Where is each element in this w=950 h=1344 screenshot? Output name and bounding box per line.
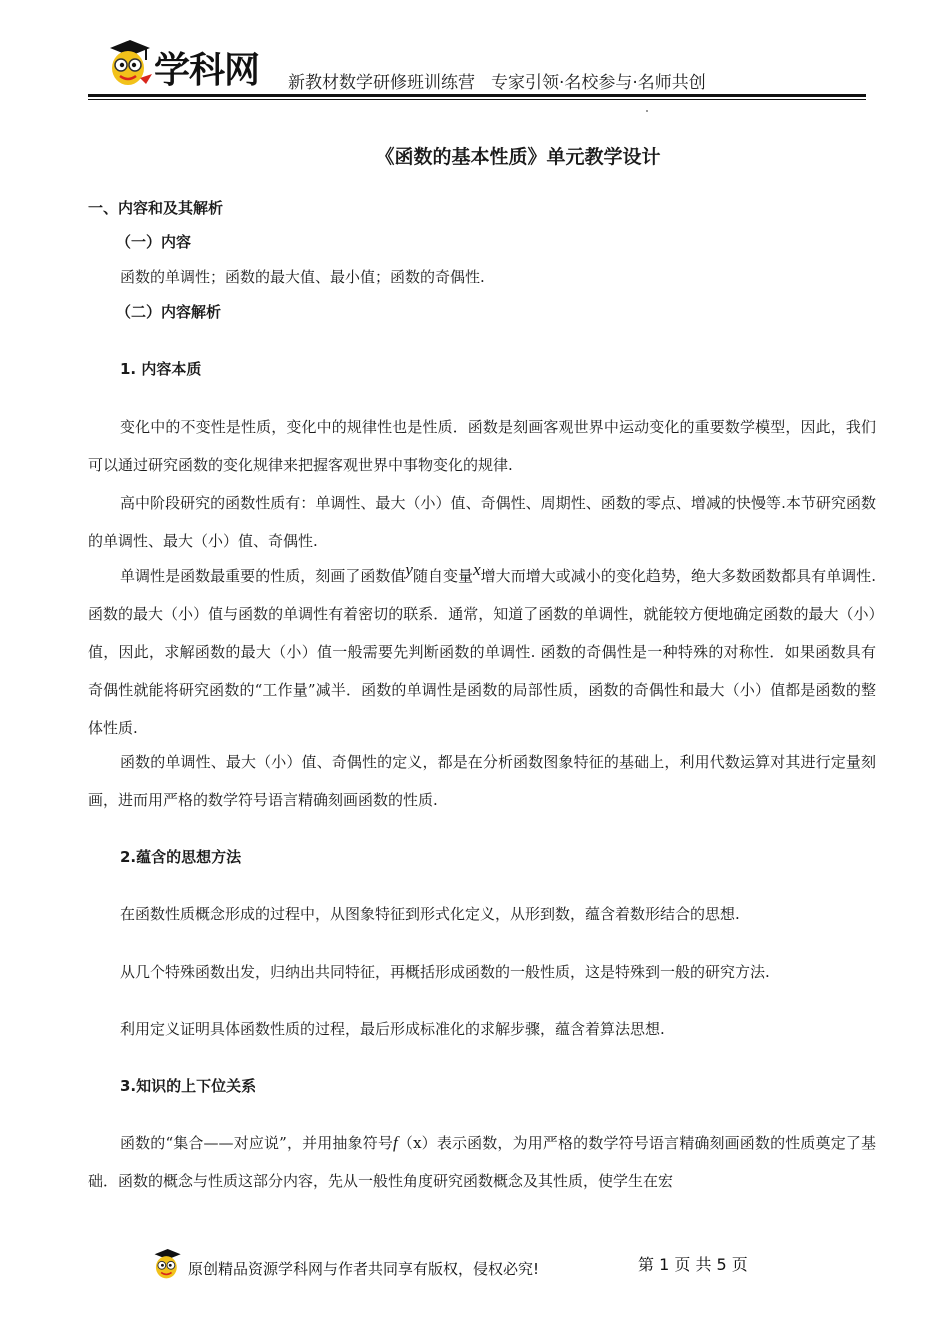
heading-thought-method: 2.蕴含的思想方法 bbox=[120, 848, 242, 866]
thought-text-1: 在函数性质概念形成的过程中，从图象特征到形式化定义，从形到数，蕴含着数形结合的思想. bbox=[120, 905, 740, 923]
footer-copyright: 原创精品资源学科网与作者共同享有版权，侵权必究! bbox=[188, 1260, 540, 1278]
header-rule-thin bbox=[88, 99, 866, 100]
slogan-right: 专家引领·名校参与·名师共创 bbox=[491, 73, 706, 93]
heading-content: （一）内容 bbox=[116, 233, 192, 251]
paragraph-5 bbox=[88, 1124, 876, 1200]
math-paren-x: （x） bbox=[397, 1134, 437, 1152]
document-title: 《函数的基本性质》单元教学设计 bbox=[375, 146, 661, 168]
brand-name: 学科网 bbox=[154, 50, 260, 91]
heading-section-1: 一、内容和及其解析 bbox=[88, 199, 224, 217]
paragraph-3 bbox=[88, 557, 876, 747]
thought-text-3: 利用定义证明具体函数性质的过程，最后形成标准化的求解步骤，蕴含着算法思想. bbox=[120, 1020, 665, 1038]
paragraph-4: 函数的单调性、最大（小）值、奇偶性的定义，都是在分析函数图象特征的基础上，利用代数运算对其进行定量刻画，进而用严格的数学符号语言精确刻画函数的性质. bbox=[88, 753, 876, 809]
math-x: x bbox=[473, 560, 481, 579]
stray-dot bbox=[646, 110, 648, 112]
thought-text-2: 从几个特殊函数出发，归纳出共同特征，再概括形成函数的一般性质，这是特殊到一般的研究方法. bbox=[120, 963, 770, 981]
content-text: 函数的单调性；函数的最大值、最小值；函数的奇偶性. bbox=[120, 268, 485, 286]
heading-content-analysis: （二）内容解析 bbox=[116, 303, 222, 321]
footer-mascot-icon bbox=[152, 1246, 182, 1282]
paragraph-1: 变化中的不变性是性质，变化中的规律性也是性质．函数是刻画客观世界中运动变化的重要数学模型，因此，我们可以通过研究函数的变化规律来把握客观世界中事物变化的规律. bbox=[88, 418, 876, 474]
p3-part-a: 单调性是函数最重要的性质，刻画了函数值 bbox=[120, 567, 406, 585]
p5-part-b: 表示函数，为用严格的数学符号语言精确刻画函数的性质奠定了基础．函数的概念与性质这部分内容，先从一般性角度研究函数概念及其性质，使学生在宏 bbox=[88, 1134, 876, 1190]
heading-knowledge-relation: 3.知识的上下位关系 bbox=[120, 1077, 257, 1095]
mascot-logo-icon bbox=[106, 38, 152, 88]
p3-part-b: 随自变量 bbox=[412, 567, 474, 585]
heading-essence: 1. 内容本质 bbox=[120, 360, 202, 378]
math-f: f bbox=[393, 1133, 398, 1152]
page-number: 第 1 页 共 5 页 bbox=[638, 1255, 748, 1274]
slogan-left: 新教材数学研修班训练营 bbox=[288, 73, 475, 93]
header-rule-thick bbox=[88, 94, 866, 97]
header-slogan bbox=[288, 68, 706, 93]
paragraph-2: 高中阶段研究的函数性质有：单调性、最大（小）值、奇偶性、周期性、函数的零点、增减的快慢等.本节研究函数的单调性、最大（小）值、奇偶性. bbox=[88, 494, 876, 550]
p5-part-a: 函数的“集合——对应说”，并用抽象符号 bbox=[120, 1134, 394, 1152]
p3-part-c: 增大而增大或减小的变化趋势，绝大多数函数都具有单调性. 函数的最大（小）值与函数的单调性有着密切的联系．通常，知道了函数的单调性，就能较方便地确定函数的最大（小）值，因此，求解函数的最大（小）值一般需要先判断函数的单调性. 函数的奇偶性是一种特殊的对称性．如果函数具有奇偶性就能将研究函数的“工作量”减半．函数的单调性是函数的局部性质，函数的奇偶性和最大（小）值都是函数的整体性质. bbox=[88, 567, 876, 737]
math-y: y bbox=[405, 560, 413, 579]
page-header bbox=[88, 38, 866, 100]
